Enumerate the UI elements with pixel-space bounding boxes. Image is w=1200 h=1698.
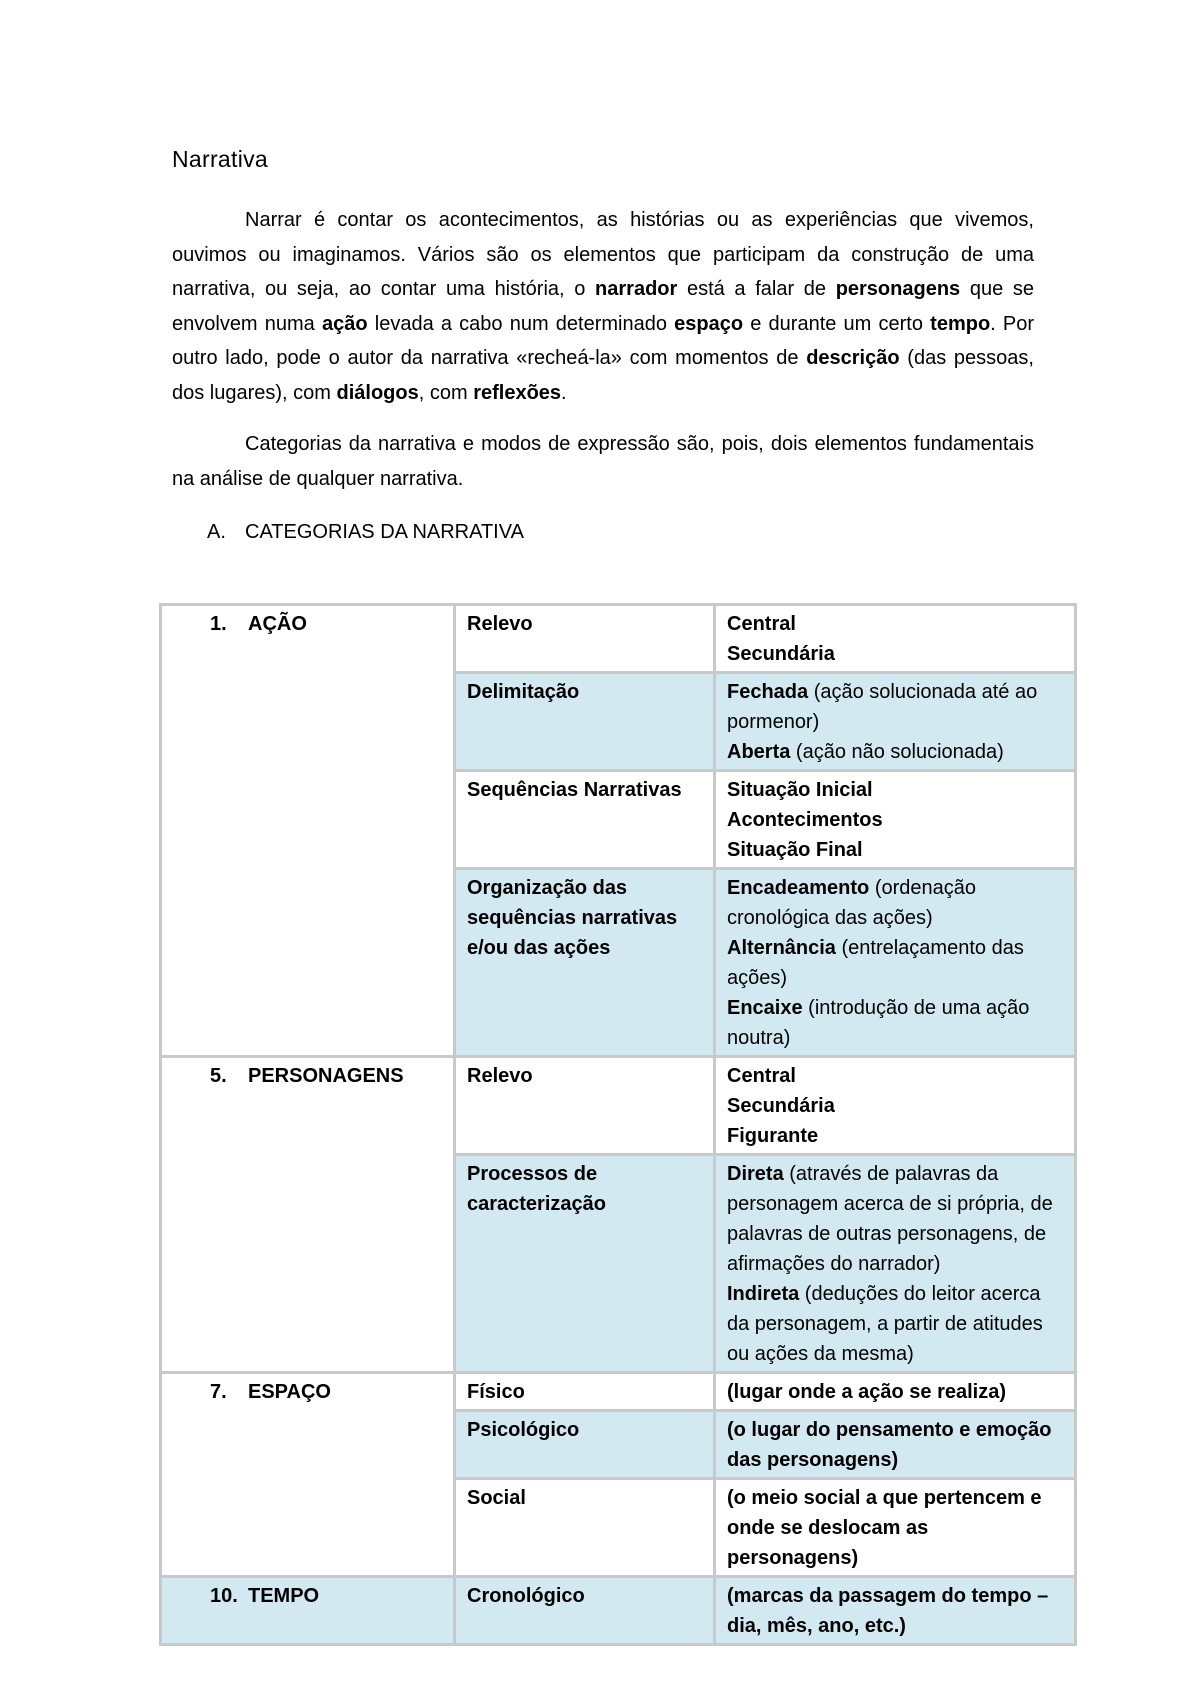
subcategory-cell <box>455 869 715 1057</box>
description-cell <box>715 1577 1076 1645</box>
bold-text: personagens <box>835 278 961 300</box>
subcategory-cell <box>455 1411 715 1479</box>
description-line <box>727 1061 1064 1091</box>
bold-text: (o meio social a que pertencem e onde se deslocam as personagens) <box>727 1487 1042 1569</box>
bold-text: Alternância <box>727 937 836 959</box>
description-line <box>727 1121 1064 1151</box>
subcategory-label: Cronológico <box>467 1585 585 1607</box>
description-line <box>727 677 1064 737</box>
description-cell <box>715 1155 1076 1373</box>
category-name: AÇÃO <box>248 613 307 635</box>
description-line <box>727 1483 1064 1573</box>
text-run: levada a cabo num determinado <box>367 312 675 335</box>
section-marker: A. <box>207 521 226 543</box>
description-line <box>727 835 1064 865</box>
description-cell <box>715 605 1076 673</box>
bold-text: (lugar onde a ação se realiza) <box>727 1381 1006 1403</box>
table-row <box>161 605 1076 673</box>
description-line <box>727 1415 1064 1475</box>
text-run: (entrelaçamento das ações) <box>727 937 1024 989</box>
bold-text: Figurante <box>727 1125 819 1147</box>
description-cell <box>715 1373 1076 1411</box>
bold-text: Encaixe <box>727 997 803 1019</box>
text-run: (das pessoas, dos lugares), com <box>172 347 1034 404</box>
text-run: que se envolvem numa <box>172 278 1034 335</box>
description-line <box>727 1159 1064 1279</box>
intro-paragraph <box>172 203 1034 410</box>
subcategory-cell <box>455 673 715 771</box>
bold-text: Encadeamento <box>727 877 870 899</box>
description-line <box>727 639 1064 669</box>
bold-text: Fechada <box>727 681 809 703</box>
category-number: 7. <box>210 1381 227 1403</box>
bold-text: diálogos <box>336 381 419 404</box>
category-cell <box>161 1577 455 1645</box>
text-run: e durante um certo <box>743 312 931 335</box>
description-cell <box>715 771 1076 869</box>
subcategory-cell <box>455 1479 715 1577</box>
subcategory-label: Processos de caracterização <box>467 1163 606 1215</box>
text-run: , com <box>418 381 474 404</box>
description-cell <box>715 1479 1076 1577</box>
bold-text: (marcas da passagem do tempo – dia, mês, ano, etc.) <box>727 1585 1049 1637</box>
bold-text: Central <box>727 1065 796 1087</box>
bold-text: Direta <box>727 1163 784 1185</box>
document-title: Narrativa <box>172 146 269 172</box>
subcategory-cell <box>455 605 715 673</box>
bold-text: Indireta <box>727 1283 800 1305</box>
bold-text: espaço <box>674 312 744 335</box>
subcategory-cell <box>455 1577 715 1645</box>
subcategory-label: Sequências Narrativas <box>467 779 682 801</box>
table-row <box>161 1057 1076 1155</box>
table-row <box>161 1373 1076 1411</box>
description-line <box>727 737 1064 767</box>
description-line <box>727 1581 1064 1641</box>
table-row <box>161 1577 1076 1645</box>
subcategory-cell <box>455 1155 715 1373</box>
bold-text: Situação Final <box>727 839 863 861</box>
category-cell <box>161 605 455 1057</box>
text-run: . Por outro lado, pode o autor da narrativa «recheá-la» com momentos de <box>172 312 1035 369</box>
bold-text: Secundária <box>727 643 835 665</box>
description-cell <box>715 869 1076 1057</box>
category-cell <box>161 1057 455 1373</box>
bold-text: ação <box>321 312 368 335</box>
section-heading <box>207 517 524 547</box>
description-line <box>727 805 1064 835</box>
subcategory-cell <box>455 771 715 869</box>
bold-text: tempo <box>930 312 991 335</box>
second-paragraph: Categorias da narrativa e modos de expressão são, pois, dois elementos fundamentais na análise de qualquer narrativa. <box>172 433 1034 490</box>
category-name: TEMPO <box>248 1585 320 1607</box>
category-cell <box>161 1373 455 1577</box>
text-run: está a falar de <box>677 278 836 300</box>
section-heading-text: CATEGORIAS DA NARRATIVA <box>245 521 524 543</box>
subcategory-label: Relevo <box>467 613 533 635</box>
subcategory-label: Relevo <box>467 1065 533 1087</box>
description-line <box>727 1279 1064 1369</box>
description-line <box>727 775 1064 805</box>
text-run: (ordenação cronológica das ações) <box>727 877 977 929</box>
description-line <box>727 933 1064 993</box>
description-line <box>727 993 1064 1053</box>
bold-text: Central <box>727 613 796 635</box>
description-cell <box>715 1411 1076 1479</box>
description-cell <box>715 1057 1076 1155</box>
bold-text: Secundária <box>727 1095 835 1117</box>
category-number: 1. <box>210 613 227 635</box>
description-line <box>727 873 1064 933</box>
text-run: (através de palavras da personagem acerca de si própria, de palavras de outras personagens, de afirmações do narrador) <box>727 1163 1053 1275</box>
subcategory-label: Social <box>467 1487 526 1509</box>
text-run: (ação não solucionada) <box>790 741 1004 763</box>
category-name: PERSONAGENS <box>248 1065 404 1087</box>
subcategory-cell <box>455 1373 715 1411</box>
description-cell <box>715 673 1076 771</box>
bold-text: Situação Inicial <box>727 779 873 801</box>
text-run: (deduções do leitor acerca da personagem, a partir de atitudes ou ações da mesma) <box>727 1283 1043 1365</box>
category-name: ESPAÇO <box>248 1381 331 1403</box>
text-run: (introdução de uma ação noutra) <box>727 997 1030 1049</box>
text-run: Narrar é contar os acontecimentos, as histórias ou as experiências que vivemos, ouvimos ou imaginamos. Vários são os elementos que participam da construção de uma narrativa, ou seja, ao contar uma história, o <box>172 209 1034 300</box>
categories-table <box>159 603 1077 1646</box>
text-run: . <box>561 381 567 404</box>
bold-text: Acontecimentos <box>727 809 883 831</box>
text-run: (ação solucionada até ao pormenor) <box>727 681 1038 733</box>
description-line <box>727 609 1064 639</box>
description-line <box>727 1091 1064 1121</box>
subcategory-label: Psicológico <box>467 1419 580 1441</box>
category-number: 5. <box>210 1065 227 1087</box>
category-number: 10. <box>210 1585 238 1607</box>
subcategory-label: Organização das sequências narrativas e/ou das ações <box>467 877 678 959</box>
bold-text: (o lugar do pensamento e emoção das personagens) <box>727 1419 1052 1471</box>
bold-text: reflexões <box>473 381 562 404</box>
bold-text: descrição <box>806 347 900 369</box>
bold-text: narrador <box>595 278 678 300</box>
subcategory-cell <box>455 1057 715 1155</box>
bold-text: Aberta <box>727 741 791 763</box>
description-line <box>727 1377 1064 1407</box>
subcategory-label: Delimitação <box>467 681 580 703</box>
subcategory-label: Físico <box>467 1381 525 1403</box>
